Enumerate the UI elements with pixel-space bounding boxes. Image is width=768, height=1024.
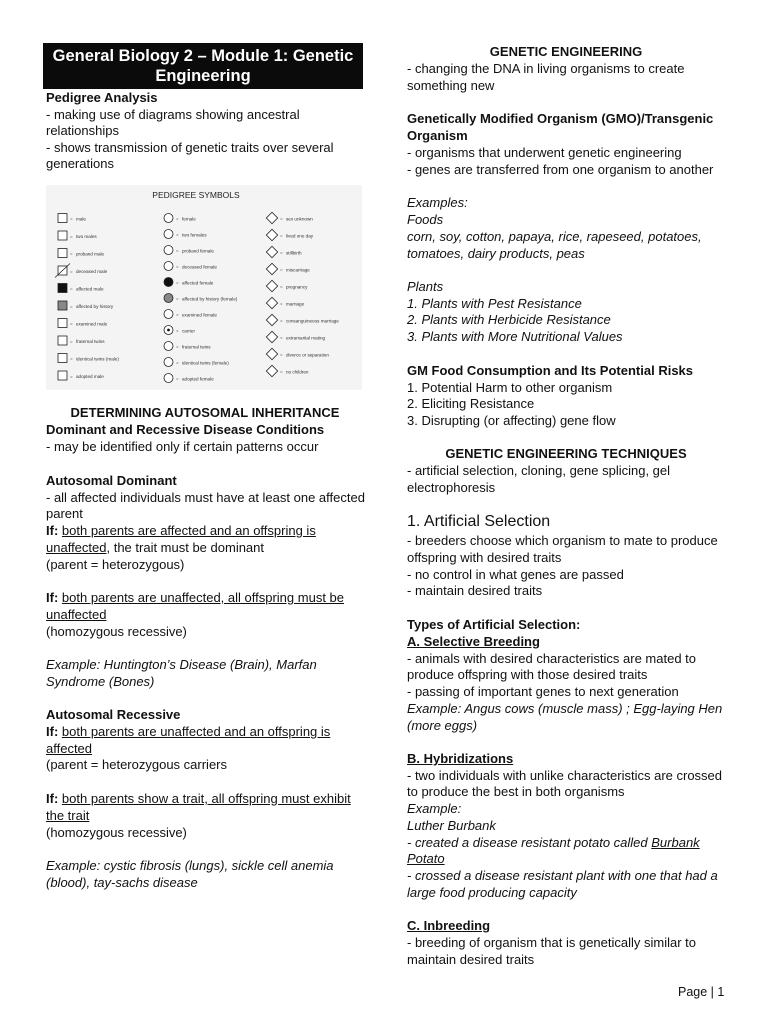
hy-luther-burbank: Luther Burbank bbox=[407, 818, 496, 833]
hy-text-1: - two individuals with unlike characteristics are crossed bbox=[407, 768, 723, 783]
ar-rule-1b-underlined: affected bbox=[46, 741, 93, 756]
svg-text:=: = bbox=[176, 280, 179, 286]
svg-text:=: = bbox=[280, 335, 283, 341]
ar-rule-1b bbox=[46, 741, 92, 758]
pedigree-symbol-label: extramarital mating bbox=[286, 335, 326, 341]
page-number: Page | 1 bbox=[678, 985, 725, 999]
hy-text-2b: Potato bbox=[407, 851, 445, 866]
svg-text:=: = bbox=[176, 248, 179, 254]
pedigree-symbol-label: proband male bbox=[76, 251, 105, 257]
pedigree-symbol-label: affected female bbox=[182, 280, 214, 286]
plant-item-3: 3. Plants with More Nutritional Values bbox=[407, 329, 623, 344]
ad-text-1b: parent bbox=[46, 506, 83, 521]
pedigree-symbol-label: pregnancy bbox=[286, 284, 308, 290]
tech-text-1b: electrophoresis bbox=[407, 480, 496, 495]
foods-label: Foods bbox=[407, 212, 444, 227]
pedigree-symbol-label: miscarriage bbox=[286, 267, 310, 273]
ar-rule-2-paren: (homozygous recessive) bbox=[46, 825, 187, 840]
gmo-text-1: - organisms that underwent genetic engineering bbox=[407, 145, 682, 160]
ge-text-1: - changing the DNA in living organisms to create bbox=[407, 61, 685, 76]
ad-rule-1-underlined: both parents are affected and an offspring is bbox=[61, 523, 316, 538]
sb-text-2: - passing of important genes to next generation bbox=[407, 684, 679, 699]
pedigree-symbol-label: lived one day bbox=[286, 233, 314, 239]
hy-text-1b: to produce the best in both organisms bbox=[407, 784, 625, 799]
pedigree-symbol-label: divorce or separation bbox=[286, 352, 329, 358]
ar-rule-2b-underlined: the trait bbox=[46, 808, 90, 823]
svg-text:=: = bbox=[70, 339, 73, 344]
svg-text:=: = bbox=[70, 251, 73, 257]
ad-text-1: - all affected individuals must have at least one affected bbox=[46, 490, 365, 505]
as-text-2: - no control in what genes are passed bbox=[407, 567, 624, 582]
ar-rule-1-paren: (parent = heterozygous carriers bbox=[46, 757, 228, 772]
svg-text:=: = bbox=[176, 264, 179, 270]
pedigree-symbol-label: marriage bbox=[286, 301, 305, 307]
svg-text:=: = bbox=[176, 216, 179, 222]
ad-heading: Autosomal Dominant bbox=[46, 473, 177, 488]
svg-text:=: = bbox=[280, 250, 283, 256]
ar-rule-2b bbox=[46, 808, 89, 825]
pedigree-symbol-label: deceased female bbox=[182, 264, 217, 270]
document-title: General Biology 2 – Module 1: Genetic Engineering bbox=[43, 43, 363, 89]
examples-label: Examples: bbox=[407, 195, 468, 210]
svg-text:=: = bbox=[70, 374, 73, 379]
tech-text-1: - artificial selection, cloning, gene splicing, gel bbox=[407, 463, 671, 478]
svg-text:=: = bbox=[70, 234, 73, 239]
svg-text:=: = bbox=[280, 352, 283, 358]
pedigree-symbol-label: two females bbox=[182, 232, 207, 238]
svg-text:=: = bbox=[176, 312, 179, 318]
ad-rule-1b bbox=[46, 540, 264, 557]
ar-example-1: Example: cystic fibrosis (lungs), sickle cell anemia bbox=[46, 858, 334, 873]
ad-rule-1b-underlined: unaffected bbox=[46, 540, 107, 555]
svg-text:=: = bbox=[280, 369, 283, 375]
risk-heading: GM Food Consumption and Its Potential Risks bbox=[407, 363, 694, 378]
pedigree-symbol-label: affected by history bbox=[76, 304, 114, 309]
svg-text:=: = bbox=[280, 216, 283, 222]
ad-example-2: Syndrome (Bones) bbox=[46, 674, 155, 689]
pedigree-heading: Pedigree Analysis bbox=[46, 90, 158, 105]
pedigree-symbol-label: sex unknown bbox=[286, 216, 313, 222]
dom-rec-text: - may be identified only if certain patterns occur bbox=[46, 439, 319, 454]
if-label: If: bbox=[46, 791, 59, 806]
svg-text:=: = bbox=[280, 284, 283, 290]
pedigree-text-2b: generations bbox=[46, 156, 114, 171]
ad-rule-2b bbox=[46, 607, 106, 624]
selective-breeding-heading: A. Selective Breeding bbox=[407, 634, 540, 649]
hy-text-3: - crossed a disease resistant plant with one that had a bbox=[407, 868, 718, 883]
pedigree-symbol-label: proband female bbox=[182, 248, 214, 254]
pedigree-symbol-label: female bbox=[182, 216, 196, 222]
pedigree-symbol-label: adopted female bbox=[182, 376, 214, 382]
figure-title: PEDIGREE SYMBOLS bbox=[152, 190, 240, 200]
ar-rule-1 bbox=[46, 724, 330, 741]
risk-item-3: 3. Disrupting (or affecting) gene flow bbox=[407, 413, 616, 428]
pedigree-symbol-label: identical twins (male) bbox=[76, 356, 119, 362]
sb-text-1b: produce offspring with those desired traits bbox=[407, 667, 648, 682]
svg-text:=: = bbox=[280, 267, 283, 273]
ge-text-1b: something new bbox=[407, 78, 495, 93]
pedigree-symbol-label: fraternal twins bbox=[182, 344, 211, 350]
plants-label: Plants bbox=[407, 279, 444, 294]
artificial-selection-heading: 1. Artificial Selection bbox=[407, 513, 551, 530]
ad-example-1: Example: Huntington’s Disease (Brain), Marfan bbox=[46, 657, 317, 672]
sb-example-1: Example: Angus cows (muscle mass) ; Egg-laying Hen bbox=[407, 701, 723, 716]
gmo-text-2: - genes are transferred from one organism to another bbox=[407, 162, 714, 177]
pedigree-symbol-label: examined female bbox=[182, 312, 217, 318]
svg-text:=: = bbox=[280, 318, 283, 324]
in-text-1: - breeding of organism that is genetically similar to bbox=[407, 935, 697, 950]
svg-text:=: = bbox=[70, 321, 73, 327]
ar-rule-1-underlined: both parents are unaffected and an offspring is bbox=[61, 724, 331, 739]
pedigree-text-2: - shows transmission of genetic traits over several bbox=[46, 140, 334, 155]
gmo-heading-2: Organism bbox=[407, 128, 468, 143]
pedigree-text-1b: relationships bbox=[46, 123, 119, 138]
ar-example-2: (blood), tay-sachs disease bbox=[46, 875, 198, 890]
gmo-heading-1: Genetically Modified Organism (GMO)/Transgenic bbox=[407, 111, 714, 126]
pedigree-symbol-label: examined male bbox=[76, 321, 108, 327]
pedigree-symbol-label: affected by history (female) bbox=[182, 296, 238, 302]
pedigree-symbol-label: identical twins (female) bbox=[182, 360, 229, 366]
if-label: If: bbox=[46, 724, 59, 739]
hy-text-3b: large food producing capacity bbox=[407, 885, 577, 900]
ad-rule-2-underlined: both parents are unaffected, all offspring must be bbox=[61, 590, 344, 605]
svg-text:=: = bbox=[176, 360, 179, 366]
foods-text-1: corn, soy, cotton, papaya, rice, rapeseed, potatoes, bbox=[407, 229, 702, 244]
ar-rule-2 bbox=[46, 791, 351, 808]
foods-text-2: tomatoes, dairy products, peas bbox=[407, 246, 585, 261]
svg-text:=: = bbox=[70, 356, 73, 362]
svg-text:=: = bbox=[176, 376, 179, 382]
pedigree-symbol-label: deceased male bbox=[76, 269, 108, 274]
ad-rule-2 bbox=[46, 590, 344, 607]
ar-rule-2-underlined: both parents show a trait, all offspring must exhibit bbox=[61, 791, 351, 806]
ad-rule-2-paren: (homozygous recessive) bbox=[46, 624, 187, 639]
svg-text:=: = bbox=[176, 232, 179, 238]
tech-heading: GENETIC ENGINEERING TECHNIQUES bbox=[445, 446, 687, 461]
svg-text:=: = bbox=[70, 216, 73, 222]
sb-example-2: (more eggs) bbox=[407, 718, 478, 733]
pedigree-symbol-label: consanguineous marriage bbox=[286, 318, 339, 324]
plant-item-2: 2. Plants with Herbicide Resistance bbox=[407, 312, 611, 327]
in-text-1b: maintain desired traits bbox=[407, 952, 535, 967]
if-label: If: bbox=[46, 523, 59, 538]
pedigree-symbol-label: adopted male bbox=[76, 374, 104, 379]
svg-text:=: = bbox=[176, 328, 179, 334]
svg-text:=: = bbox=[280, 301, 283, 307]
pedigree-symbol-label: fraternal twins bbox=[76, 339, 105, 344]
pedigree-text-1: - making use of diagrams showing ancestral bbox=[46, 107, 300, 122]
pedigree-symbol-label: male bbox=[76, 216, 86, 222]
risk-item-1: 1. Potential Harm to other organism bbox=[407, 380, 613, 395]
pedigree-symbol-label: affected male bbox=[76, 286, 104, 292]
pedigree-symbol-label: stillbirth bbox=[286, 250, 302, 256]
plant-item-1: 1. Plants with Pest Resistance bbox=[407, 296, 582, 311]
inbreeding-heading: C. Inbreeding bbox=[407, 918, 491, 933]
sb-text-1: - animals with desired characteristics are mated to bbox=[407, 651, 697, 666]
types-heading: Types of Artificial Selection: bbox=[407, 617, 581, 632]
hy-text-2-underlined: Burbank bbox=[651, 835, 700, 850]
dom-rec-heading: Dominant and Recessive Disease Conditions bbox=[46, 422, 325, 437]
ar-heading: Autosomal Recessive bbox=[46, 707, 181, 722]
ad-rule-1-paren: (parent = heterozygous) bbox=[46, 557, 185, 572]
hy-text-2-lead: - created a disease resistant potato called bbox=[407, 835, 652, 850]
ad-rule-1 bbox=[46, 523, 316, 540]
hybridization-heading: B. Hybridizations bbox=[407, 751, 514, 766]
svg-text:=: = bbox=[176, 344, 179, 350]
svg-text:=: = bbox=[176, 296, 179, 302]
ad-rule-2b-underlined: unaffected bbox=[46, 607, 107, 622]
pedigree-symbol-label: no children bbox=[286, 369, 309, 375]
as-text-1: - breeders choose which organism to mate to produce bbox=[407, 533, 718, 548]
risk-item-2: 2. Eliciting Resistance bbox=[407, 396, 535, 411]
as-text-1b: offspring with desired traits bbox=[407, 550, 562, 565]
autosomal-heading: DETERMINING AUTOSOMAL INHERITANCE bbox=[70, 405, 340, 420]
svg-text:=: = bbox=[70, 286, 73, 292]
ad-rule-1b-rest: , the trait must be dominant bbox=[106, 540, 265, 555]
pedigree-symbol-label: two males bbox=[76, 234, 97, 239]
pedigree-symbol-label: carrier bbox=[182, 328, 196, 334]
hy-example-label: Example: bbox=[407, 801, 462, 816]
ge-heading: GENETIC ENGINEERING bbox=[489, 44, 643, 59]
pedigree-symbols-figure bbox=[46, 185, 362, 390]
svg-text:=: = bbox=[70, 304, 73, 309]
svg-text:=: = bbox=[70, 269, 73, 274]
hy-text-2 bbox=[407, 835, 700, 852]
if-label: If: bbox=[46, 590, 59, 605]
svg-text:=: = bbox=[280, 233, 283, 239]
as-text-3: - maintain desired traits bbox=[407, 583, 543, 598]
